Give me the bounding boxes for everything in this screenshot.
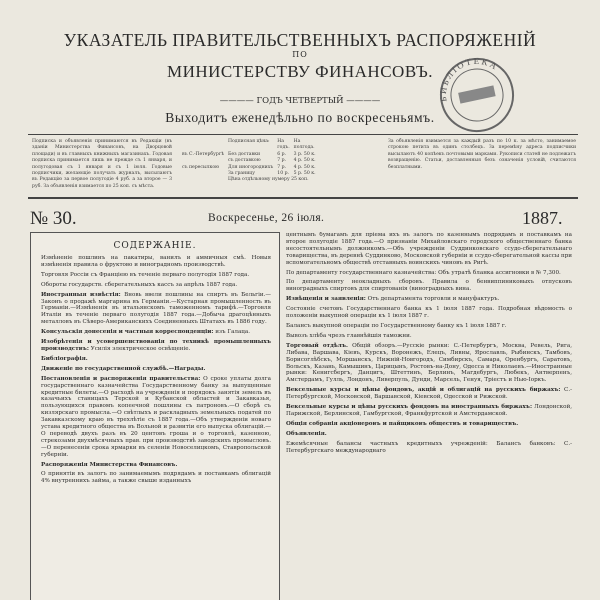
entry-text: Отъ департамента торговли и мануфактуръ. xyxy=(365,296,500,303)
contents-entry xyxy=(41,292,271,327)
contents-entry xyxy=(41,471,271,485)
entry-heading: Торговый отдѣлъ. xyxy=(286,342,348,349)
top-rule xyxy=(28,134,578,135)
contents-entry xyxy=(286,323,572,330)
price-row-label: За границу xyxy=(228,171,255,177)
issue-number: № 30. xyxy=(30,208,77,229)
price-mail-label: съ пересылкою xyxy=(182,164,220,170)
contents-entry xyxy=(41,356,271,363)
entry-heading: Объявленія. xyxy=(286,430,327,437)
entry-text: Общій обзоръ.—Русскіе рынки: С.-Петербургъ, Москва, Ревель, Рига, Либава, Варшава, Кіевъ, Курскъ, Воронежъ, Елецъ, Ливны, Ярославль, Рыбинскъ, Тамбовъ, Борисоглѣбскъ, Моршанскъ, Нижній-Новгородъ, Симбирскъ, Самара, Оренбургъ, Саратовъ, Вольскъ, Казань, Камышинъ, Царицынъ, Ростовъ-на-Дону, Одесса и Николаевъ.—Иностранные рынки: Кенигсбергъ, Данцигъ, Штеттинъ, Берлинъ, Магдебургъ, Любекъ, Антверпенъ, Амстердамъ, Гулль, Лондонъ, Ливерпуль, Дунди, Марсель, Генуя, Тріестъ и Нью-Іоркъ. xyxy=(286,342,572,384)
entry-text: Ежемѣсячные балансы частныхъ кредитныхъ учрежденій: Балансъ банковъ: С.-Петербургскаго международнаго xyxy=(286,440,572,454)
entry-heading: Общія собранія акціонеровъ и пайщиковъ обществъ и товариществъ. xyxy=(286,420,519,427)
masthead-title-line2: МИНИСТЕРСТВУ ФИНАНСОВЪ. xyxy=(166,62,434,81)
price-row-label: съ доставкою xyxy=(228,158,261,164)
entry-text: Торговля Россіи съ Франціею въ теченіе перваго полугодія 1887 года. xyxy=(41,271,250,278)
contents-entry xyxy=(286,270,572,277)
price-header-half: На xyxy=(293,139,301,144)
entry-text: О принятіи въ залогъ по занимаемымъ подрядамъ и поставкамъ облигацій 4% внутреннихъ займа, а также свыше изданныхъ xyxy=(41,471,271,485)
masthead-title-line1: УКАЗАТЕЛЬ ПРАВИТЕЛЬСТВЕННЫХЪ РАСПОРЯЖЕНІЙ xyxy=(63,30,537,50)
entry-heading: Иностранныя извѣстія: xyxy=(41,291,121,298)
price-row-half: 3 р. 50 к. xyxy=(293,151,316,157)
entry-heading: Распоряженія Министерства Финансовъ. xyxy=(41,461,178,468)
entry-heading: Движеніе по государственной службѣ.—Награды. xyxy=(41,365,206,372)
entry-heading: Извѣщенія и заявленія: xyxy=(286,296,366,303)
contents-entry xyxy=(286,421,572,428)
entry-text: Обороты государств. сберегательныхъ кассъ за апрѣль 1887 года. xyxy=(41,281,238,288)
contents-entry xyxy=(286,387,572,401)
contents-entry xyxy=(286,343,572,384)
contents-entry xyxy=(41,329,271,336)
entry-text: По департаменту неокладныхъ сборовъ. Правила о бенвиппиниковыхъ отпусковъ виноградныхъ спиртовъ для спиртованія (виноградныхъ вина. xyxy=(286,279,572,293)
price-row-half: 4 р. 50 к. xyxy=(293,164,316,170)
entry-heading: Вексельные курсы и цѣны фондовъ, акцій и облигацій на русскихъ биржахъ: xyxy=(286,387,561,394)
entry-heading: Постановленія и распоряженія правительства: xyxy=(41,375,201,382)
price-row-year: 6 р. xyxy=(277,151,287,157)
year-line: ———— ГОДЪ ЧЕТВЕРТЫЙ ———— xyxy=(219,96,381,106)
entry-text: Состояніе счетовъ Государственнаго банка къ 1 іюля 1887 года. Подробная вѣдомость о положеніи выкупной операціи къ 1 іюля 1887 г. xyxy=(286,306,572,320)
price-row-year: 10 р. xyxy=(277,171,289,177)
price-table xyxy=(180,139,380,184)
subscription-info: Подписка и объявленія принимаются въ Редакціи (въ зданіи Министерства Финансовъ, на Дворцовой площади) и въ главныхъ книжныхъ магазинахъ. Годовая подписка принимается лишь не прежде съ 1 января, и полугодовая съ 1 января и съ 1 іюля. Годовые подписчики, желающіе получать журналъ, высылаютъ въ Редакцію за первое полугодіе 4 руб. а за второе — 3 руб. За объявленія взимается по 25 коп. съ мѣста. xyxy=(32,139,172,189)
price-header-year: На xyxy=(277,139,285,144)
entry-text: центнымъ бумагамъ для пріема ихъ въ залогъ по казеннымъ подрядамъ и поставкамъ на второе полугодіе 1887 года.—О признаніи Михайловскаго городского общественнаго банка несостоятельнымъ должникомъ.—Объ учрежденіи Суддинковскаго ссудо-сберегательнаго товарищества, въ деревнѣ Суддинково, Московской губерніи и ссудо-сберегательной кассы при вспомогательномъ обществѣ отставныхъ воинскихъ чиновъ въ Ригѣ. xyxy=(286,232,572,266)
entry-text: Вновь ввели пошлины на спиртъ въ Бельгіи.—Законъ о продажѣ маргарина въ Германіи.—Кустарная промышленность въ Германіи.—Измѣненія въ итальянскомъ таможенномъ тарифѣ.—Торговля Италіи въ теченіе перваго полугодія 1887 года.—Добыча драгоцѣнныхъ металловъ въ Сѣверо-Американскихъ Соединенныхъ Штатахъ въ 1886 году. xyxy=(41,291,271,326)
right-column xyxy=(282,232,576,600)
contents-box xyxy=(30,232,280,600)
entry-text: О сроке уплаты долга государственнаго казначейства Государственному банку за выпущенные кредитные билеты.—О расходѣ на учрежденія и порядокъ занятія земель въ казачьихъ станицахъ Терской и Кубанской областей и Закавказья, пользующихся правомъ копеечной пошлины съ патроновъ.—О сборѣ съ кизлярскаго промысла.—О свѣтлыхъ и раскладныхъ земельныхъ податей по Закавказскому краю въ трехлѣтіе съ 1887 года.—Объ утвержденіи новаго устава кредитного общества въ Вольной и развитіи его выпуска облигацій.—О переводѣ двухъ разъ въ 20 центовъ гроша и о торговлѣ, казенною, стрекозами двухмѣсячныхъ прав. при производствѣ заводскихъ промысловъ.—О перенесеніи срока ярмарки въ селеніи Новоселицкомъ, Ставропольской губерніи. xyxy=(41,375,271,458)
entry-text: Лондонской, Парижской, Берлинской, Гамбургской, Франкфуртской и Амстердамской. xyxy=(286,404,572,417)
mid-rule xyxy=(28,197,578,199)
price-header-half-unit: полгода. xyxy=(293,145,315,151)
contents-entry xyxy=(286,306,572,320)
contents-list xyxy=(31,255,279,488)
price-header: Подписная цѣна: xyxy=(228,139,270,144)
contents-entry xyxy=(286,441,572,455)
entry-text: Измѣненіе пошлинъ на пакатиры, ванилъ и аммичныя смѣ. Новыя измѣненія правила о фруктово и виноградномъ производствѣ. xyxy=(41,255,271,268)
contents-entry xyxy=(41,282,271,289)
right-list xyxy=(282,232,576,457)
contents-entry xyxy=(286,333,572,340)
svg-text:БИБЛІОТЕКА: БИБЛІОТЕКА xyxy=(437,55,501,103)
issue-date: Воскресенье, 26 іюля. xyxy=(208,212,325,224)
entry-text: изъ Галаца. xyxy=(213,329,251,336)
contents-entry xyxy=(41,462,271,469)
entry-text: По департаменту государственнаго казначейства: Объ утратѣ бланка ассигновки в № 7,300. xyxy=(286,269,561,276)
price-row-half: 5 р. 50 к. xyxy=(293,171,316,177)
contents-entry xyxy=(286,296,572,303)
contents-entry xyxy=(286,404,572,418)
frequency-line: Выходитъ еженедѣльно по воскресеньямъ. xyxy=(165,110,435,125)
contents-entry xyxy=(286,232,572,267)
entry-heading: Вексельные курсы и цѣны русскихъ фондовъ на иностранныхъ биржахъ: xyxy=(286,404,533,411)
contents-entry xyxy=(41,272,271,279)
price-row-year: 7 р. xyxy=(277,164,287,170)
entry-heading: Библіографія. xyxy=(41,355,88,362)
price-row-label: Для иногороднихъ xyxy=(228,164,274,170)
ads-info: За объявленія взимается за каждый разъ по 10 к. за мѣсто, занимаемое строкою петита въ одинъ столбецъ. За перемѣну адреса подписчики высылаютъ 40 копѣекъ почтовыми марками. Рукописи статей не подлежатъ возвращенію. Статьи, доставленныя безъ означенія условій, считаются безплатными. xyxy=(388,139,576,170)
contents-title: СОДЕРЖАНІЕ. xyxy=(113,241,197,251)
entry-text: Балансъ выкупной операціи по Государственному банку къ 1 іюля 1887 г. xyxy=(286,322,507,329)
contents-entry xyxy=(41,339,271,353)
year-label: ГОДЪ ЧЕТВЕРТЫЙ xyxy=(256,96,344,106)
entry-text: Усилія электрическое освѣщеніе. xyxy=(88,345,191,352)
contents-entry xyxy=(41,366,271,373)
issue-year: 1887. xyxy=(522,208,563,228)
price-city-label: въ С.-Петербургѣ xyxy=(182,151,225,157)
price-footer: Цѣна отдѣльному нумеру 25 коп. xyxy=(228,177,309,183)
masthead-by: ПО xyxy=(292,50,308,59)
entry-text: Вывозъ хлѣба чрезъ главнѣйшія таможни. xyxy=(286,332,412,339)
contents-entry xyxy=(286,279,572,293)
contents-entry xyxy=(286,431,572,438)
price-row-label: Без доставки xyxy=(228,151,261,157)
entry-text: С.-Петербургской, Московской, Варшавской, Кіевской, Одесской и Рижской. xyxy=(286,387,572,401)
contents-entry xyxy=(41,255,271,269)
library-stamp-icon xyxy=(430,48,525,143)
price-header-year-unit: годъ. xyxy=(277,145,290,151)
price-row-year: 7 р. xyxy=(277,158,287,164)
price-row-half: 4 р. 50 к. xyxy=(293,158,316,164)
entry-heading: Консульскія донесенія и частныя корреспонденціи: xyxy=(41,329,214,336)
contents-entry xyxy=(41,376,271,459)
entry-heading: Изобрѣтенія и усовершенствованія по техникѣ промышленныхъ производствъ: xyxy=(41,339,271,352)
